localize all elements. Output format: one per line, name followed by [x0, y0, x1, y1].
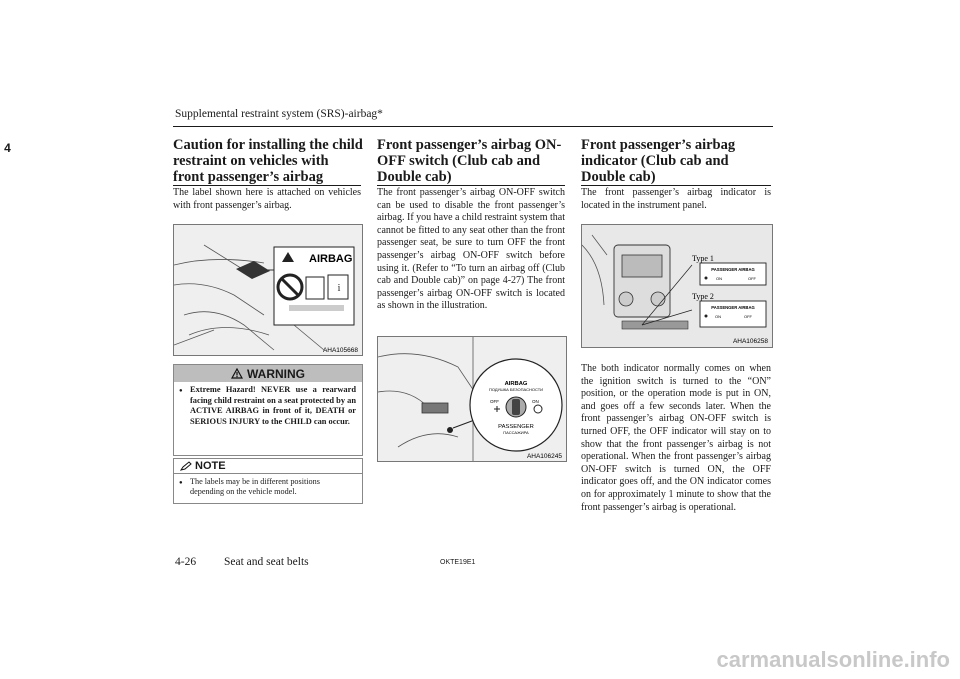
note-header	[174, 459, 362, 474]
warning-message: Extreme Hazard! NEVER use a rearward facing child restraint on a seat protected by an ACTIVE AIRBAG in front of it, DEATH or SERIOUS INJURY to the CHILD can occur.	[190, 385, 356, 426]
instrument-panel-illustration	[582, 225, 772, 347]
dashboard-illustration	[174, 225, 362, 355]
switch-location-dot	[447, 427, 453, 433]
paragraph-label-info: The label shown here is attached on vehicles with front passenger’s airbag.	[173, 187, 361, 211]
warning-box	[173, 364, 363, 456]
switch-label-bottom: PASSENGER	[498, 424, 534, 430]
figure-code: AHA106245	[526, 453, 562, 460]
paragraph-indicator-behavior: The both indicator normally comes on when the ignition switch is turned to the “ON” position, or the operation mode is put in ON, and goes off a few seconds later. When the front passenger’s airbag ON-OFF switch is turned OFF, the OFF indicator will stay on to show that the front passenger’s airbag is not operational. When the front passenger’s airbag ON-OFF switch is turned ON, the OFF indicator goes off, and the ON indicator comes on for approximately 1 minute to show that the front passenger’s airbag is operational.	[581, 363, 771, 513]
panel-label-type2: PASSENGER AIRBAG	[711, 305, 755, 310]
section-title-rule	[173, 185, 361, 186]
off-label: OFF	[744, 314, 752, 319]
bullet: ●	[179, 480, 183, 486]
paragraph-indicator-location: The front passenger’s airbag indicator is located in the instrument panel.	[581, 187, 771, 211]
section-title-on-off-switch: Front passenger’s airbag ON-OFF switch (Club cab and Double cab)	[377, 137, 562, 185]
on-label: ON	[715, 314, 721, 319]
switch-location-figure	[377, 336, 567, 462]
note-message: The labels may be in different positions depending on the vehicle model.	[190, 477, 320, 497]
glovebox-illustration	[378, 337, 566, 461]
airbag-deploy-icon	[306, 277, 324, 299]
note-pencil-icon	[180, 461, 192, 471]
glovebox-handle	[422, 403, 448, 413]
chapter-tab: 4	[4, 141, 11, 155]
type1-label: Type 1	[692, 254, 714, 263]
svg-text:i: i	[337, 283, 341, 294]
note-box	[173, 458, 363, 504]
section-title-rule	[377, 185, 565, 186]
switch-off-label: OFF	[490, 399, 499, 404]
warning-header	[174, 365, 362, 382]
footer-section-title: Seat and seat belts	[224, 556, 309, 568]
running-header: Supplemental restraint system (SRS)-airbag*	[175, 108, 383, 120]
airbag-label-figure	[173, 224, 363, 356]
figure-code: AHA105668	[322, 347, 358, 354]
display-screen	[622, 255, 662, 277]
section-title-indicator: Front passenger’s airbag indicator (Club cab and Double cab)	[581, 137, 736, 185]
document-code: OKTE19E1	[440, 559, 476, 566]
off-label: OFF	[748, 276, 756, 281]
type2-label: Type 2	[692, 292, 714, 301]
bullet: ●	[179, 388, 183, 394]
note-text	[174, 474, 362, 498]
figure-code: AHA106258	[732, 338, 768, 345]
label-airbag-text: AIRBAG	[309, 253, 353, 265]
note-heading: NOTE	[195, 460, 226, 472]
switch-label-bottom-cyr: ПАССАЖИРА	[503, 430, 529, 435]
section-title-child-restraint: Caution for installing the child restraint on vehicles with front passenger’s airbag	[173, 137, 363, 185]
indicator-figure	[581, 224, 773, 348]
header-rule	[173, 126, 773, 127]
warning-heading: WARNING	[247, 366, 305, 381]
switch-on-label: ON	[532, 399, 539, 404]
paragraph-switch-info: The front passenger’s airbag ON-OFF switch can be used to disable the front passenger’s airbag. If you have a child restraint system that cannot be fitted to any seat other than the front passenger seat, be sure to turn OFF the front passenger’s airbag ON-OFF switch before using it. (Refer to “To turn an airbag off (Club cab and Double cab)” on page 4-27) The front passenger’s airbag ON-OFF switch is located as shown in the illustration.	[377, 187, 565, 312]
watermark: carmanualsonline.info	[716, 647, 950, 672]
switch-label-top-cyr: ПОДУШКА БЕЗОПАСНОСТИ	[488, 387, 544, 392]
panel-label-type1: PASSENGER AIRBAG	[711, 267, 755, 272]
on-label: ON	[716, 276, 722, 281]
warning-triangle-icon	[231, 368, 243, 379]
page-number: 4-26	[175, 556, 197, 568]
warning-text	[174, 382, 362, 427]
switch-label-top: AIRBAG	[504, 381, 528, 387]
section-title-rule	[581, 185, 771, 186]
